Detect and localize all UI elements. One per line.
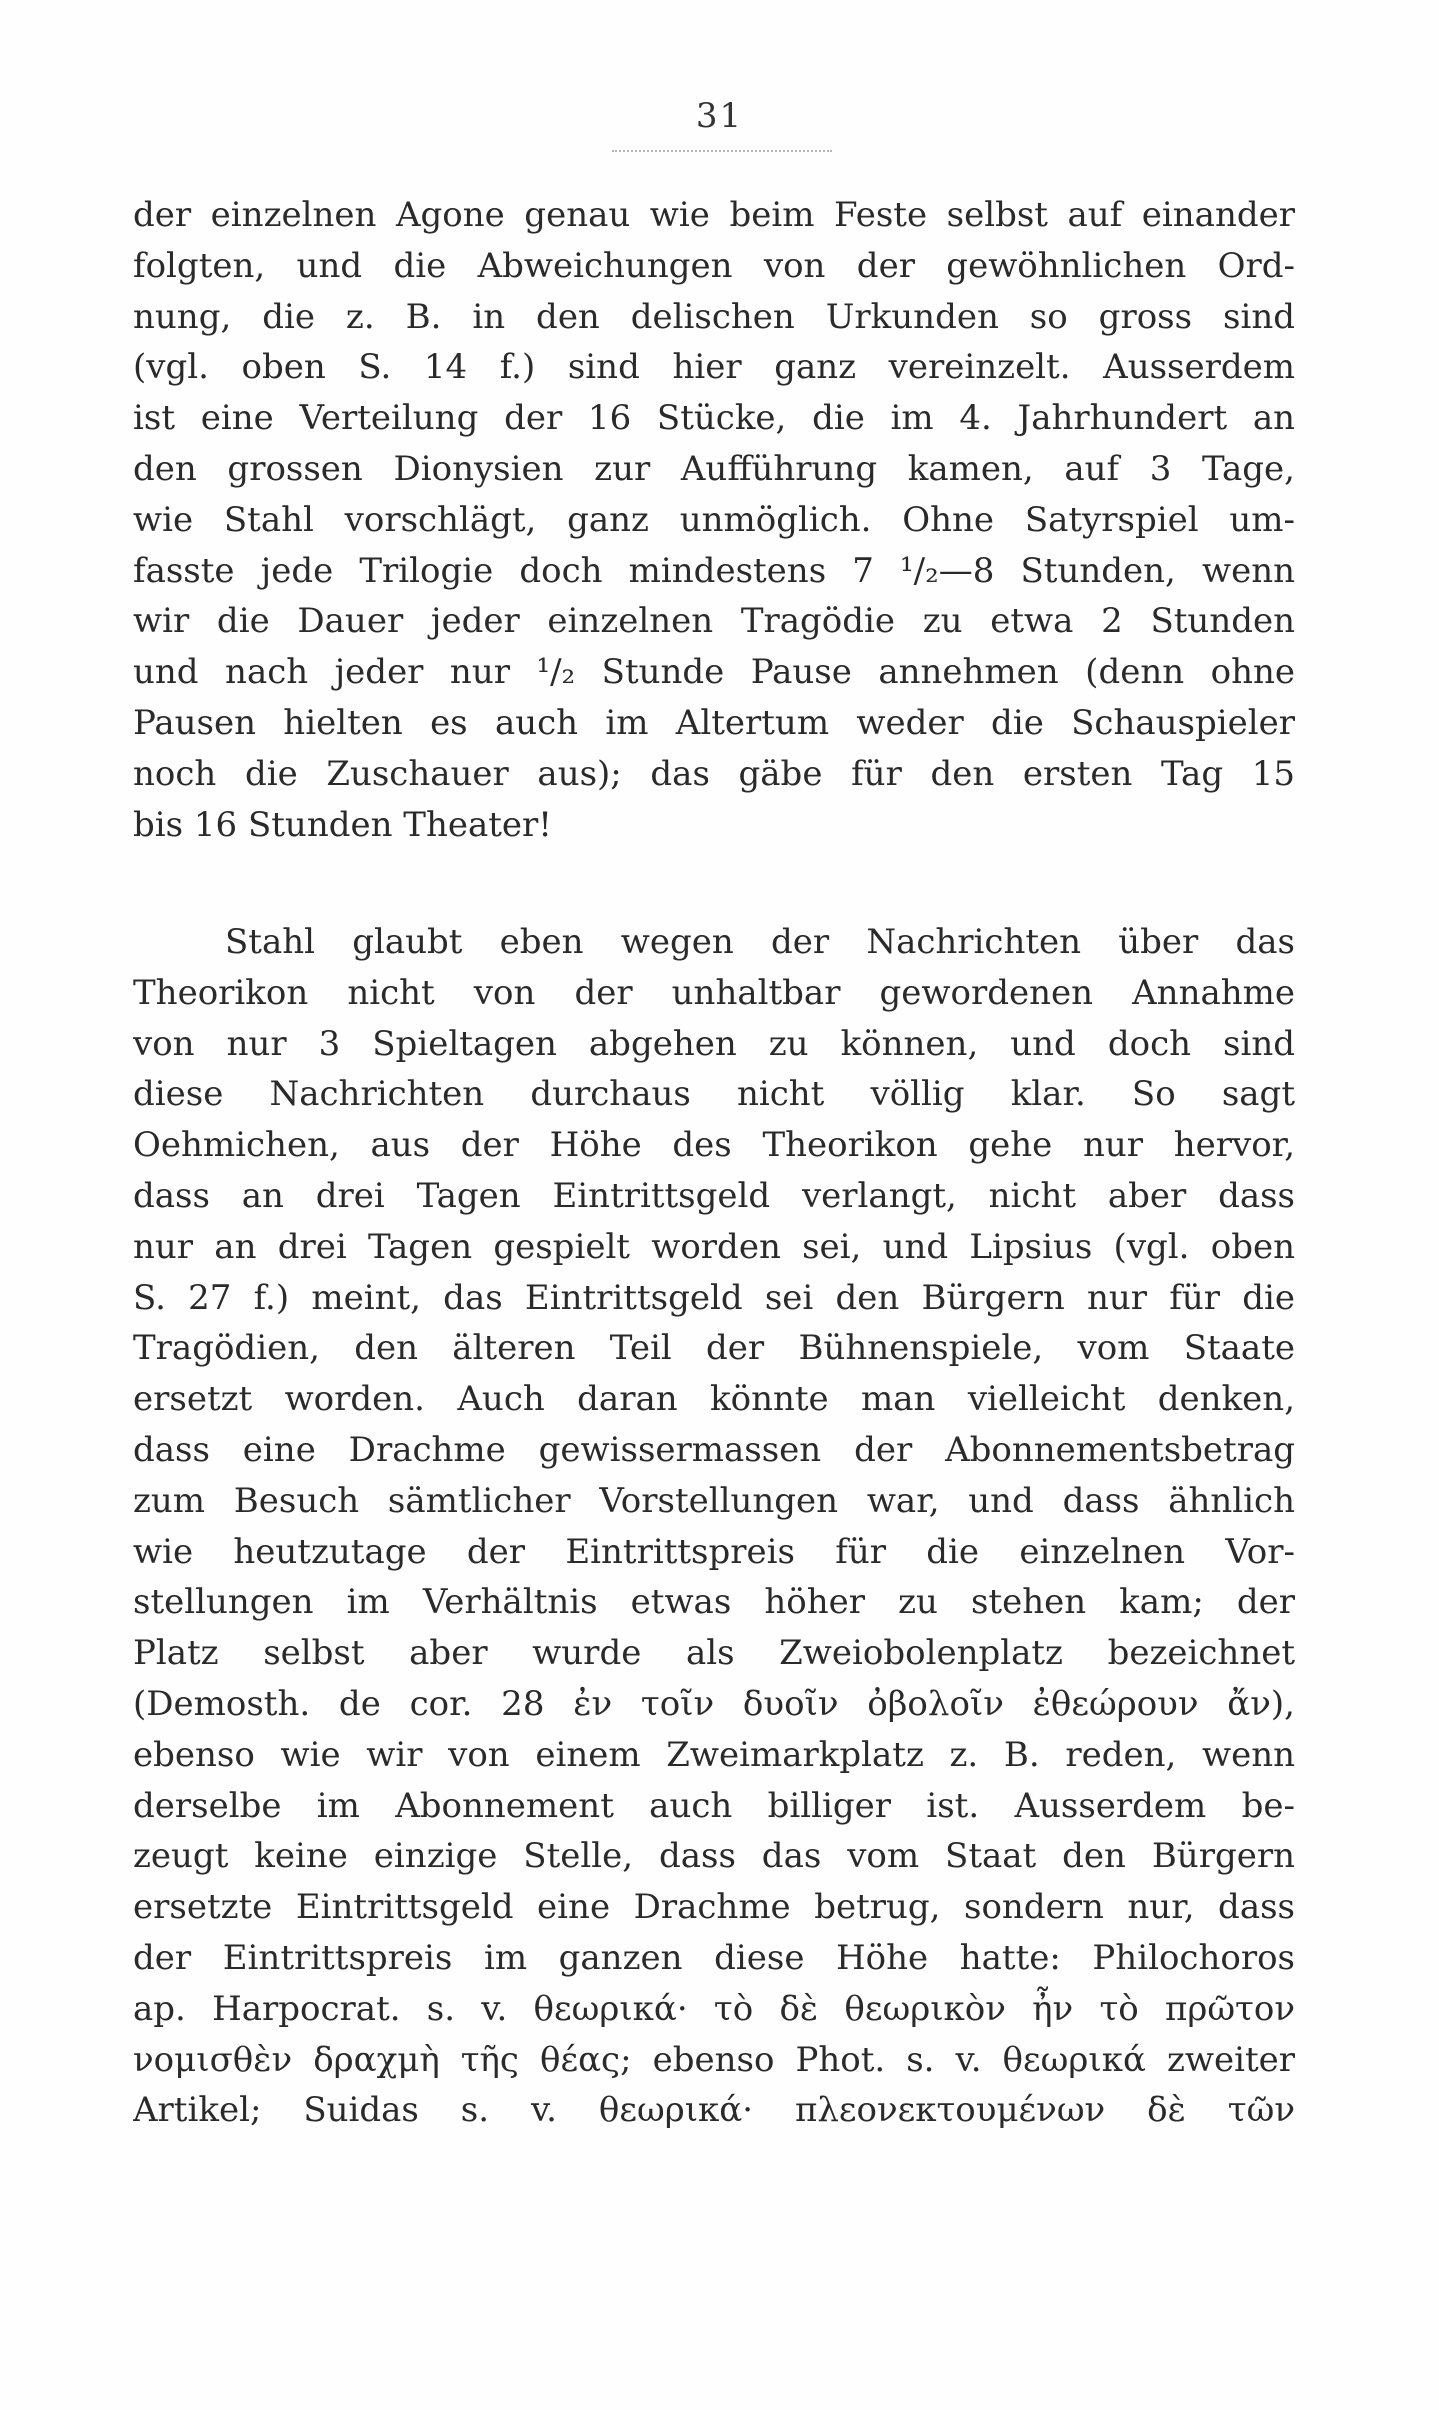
text-line: stellungen im Verhältnis etwas höher zu stehen kam; der <box>133 1582 1295 1623</box>
text-line: Stahl glaubt eben wegen der Nachrichten über das <box>225 922 1295 962</box>
text-line: wie Stahl vorschlägt, ganz unmöglich. Ohne Satyrspiel um- <box>133 499 1295 540</box>
text-line: zum Besuch sämtlicher Vorstellungen war, und dass ähnlich <box>133 1480 1295 1521</box>
text-line: nur an drei Tagen gespielt worden sei, und Lipsius (vgl. oben <box>133 1226 1295 1267</box>
text-line: wie heutzutage der Eintrittspreis für die einzelnen Vor- <box>133 1531 1295 1572</box>
page-number: 31 <box>695 96 744 136</box>
text-line: fasste jede Trilogie doch mindestens 7 ¹/₂—8 Stunden, wenn <box>133 550 1295 591</box>
text-line: dass eine Drachme gewissermassen der Abonnementsbetrag <box>133 1429 1295 1470</box>
text-line: Tragödien, den älteren Teil der Bühnenspiele, vom Staate <box>133 1328 1295 1369</box>
text-line: bis 16 Stunden Theater! <box>133 804 552 845</box>
text-line: νομισθὲν δραχμὴ τῆς θέας; ebenso Phot. s. v. θεωρικά zweiter <box>133 2039 1295 2080</box>
text-line: Pausen hielten es auch im Altertum weder die Schauspieler <box>133 702 1295 743</box>
paragraph-1 <box>133 190 1295 850</box>
text-line: dass an drei Tagen Eintrittsgeld verlangt, nicht aber dass <box>133 1175 1295 1216</box>
text-line: ersetzt worden. Auch daran könnte man vielleicht denken, <box>133 1379 1295 1420</box>
text-line: den grossen Dionysien zur Aufführung kamen, auf 3 Tage, <box>133 448 1295 489</box>
text-line: wir die Dauer jeder einzelnen Tragödie zu etwa 2 Stunden <box>133 601 1295 642</box>
text-line: der Eintrittspreis im ganzen diese Höhe hatte: Philochoros <box>133 1937 1295 1978</box>
text-line: ersetzte Eintrittsgeld eine Drachme betrug, sondern nur, dass <box>133 1887 1295 1928</box>
text-line: nung, die z. B. in den delischen Urkunden so gross sind <box>133 296 1295 337</box>
text-line: (Demosth. de cor. 28 ἐν τοῖν δυοῖν ὀβολοῖν ἐθεώρουν ἄν), <box>133 1683 1295 1724</box>
text-line: diese Nachrichten durchaus nicht völlig klar. So sagt <box>133 1074 1295 1115</box>
page-number-rule <box>612 150 832 152</box>
text-line: von nur 3 Spieltagen abgehen zu können, und doch sind <box>133 1023 1295 1064</box>
text-line: und nach jeder nur ¹/₂ Stunde Pause annehmen (denn ohne <box>133 652 1295 693</box>
text-line: noch die Zuschauer aus); das gäbe für den ersten Tag 15 <box>133 753 1295 794</box>
text-line: der einzelnen Agone genau wie beim Feste selbst auf einander <box>133 195 1295 235</box>
text-line: ap. Harpocrat. s. v. θεωρικά· τὸ δὲ θεωρικὸν ἦν τὸ πρῶτον <box>133 1988 1295 2029</box>
text-line: S. 27 f.) meint, das Eintrittsgeld sei den Bürgern nur für die <box>133 1277 1295 1318</box>
text-line: ist eine Verteilung der 16 Stücke, die im 4. Jahrhundert an <box>133 398 1295 439</box>
text-line: Oehmichen, aus der Höhe des Theorikon gehe nur hervor, <box>133 1125 1295 1166</box>
text-line: ebenso wie wir von einem Zweimarkplatz z. B. reden, wenn <box>133 1734 1295 1775</box>
text-line: Artikel; Suidas s. v. θεωρικά· πλεονεκτουμένων δὲ τῶν <box>133 2090 1295 2131</box>
text-line: (vgl. oben S. 14 f.) sind hier ganz vereinzelt. Ausserdem <box>133 347 1295 388</box>
text-line: Theorikon nicht von der unhaltbar gewordenen Annahme <box>133 972 1295 1013</box>
text-line: Platz selbst aber wurde als Zweiobolenplatz bezeichnet <box>133 1633 1295 1674</box>
paragraph-2 <box>133 917 1295 2136</box>
text-line: derselbe im Abonnement auch billiger ist. Ausserdem be- <box>133 1785 1295 1826</box>
text-line: folgten, und die Abweichungen von der gewöhnlichen Ord- <box>133 245 1295 286</box>
text-line: zeugt keine einzige Stelle, dass das vom Staat den Bürgern <box>133 1836 1295 1877</box>
